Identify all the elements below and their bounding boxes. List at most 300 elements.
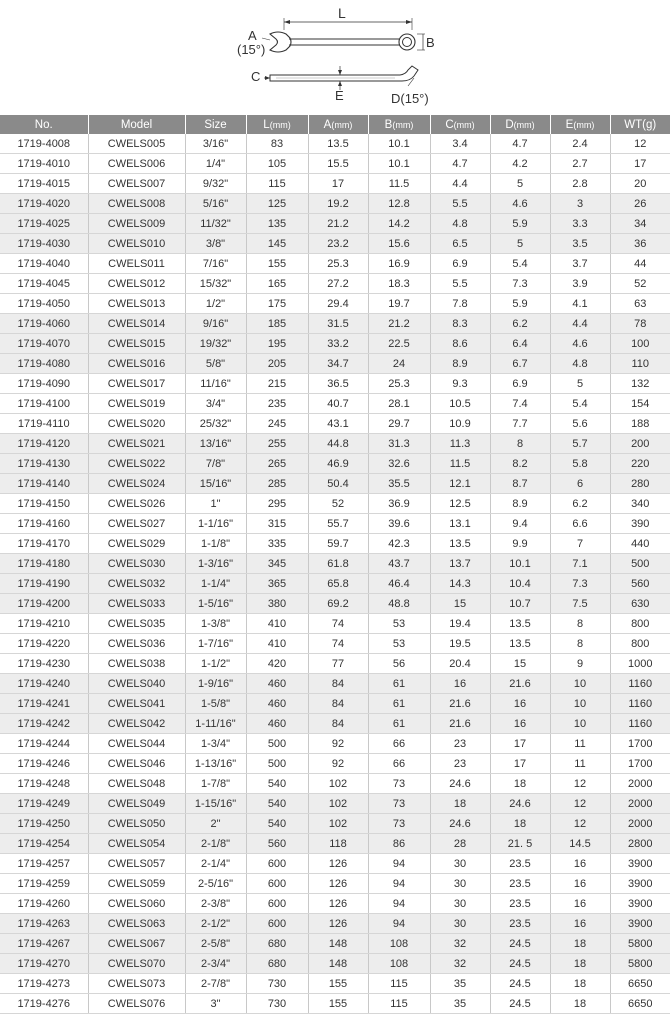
table-cell: 53 bbox=[368, 634, 430, 654]
table-cell: 335 bbox=[246, 534, 308, 554]
column-header-text: A bbox=[323, 118, 332, 131]
table-cell: 31.5 bbox=[308, 314, 368, 334]
table-cell: 126 bbox=[308, 874, 368, 894]
table-cell: 32 bbox=[430, 934, 490, 954]
table-cell: 600 bbox=[246, 854, 308, 874]
table-cell: 1-15/16" bbox=[185, 794, 246, 814]
table-cell: CWELS033 bbox=[88, 594, 185, 614]
table-cell: 61.8 bbox=[308, 554, 368, 574]
table-cell: 1719-4200 bbox=[0, 594, 88, 614]
table-cell: 8.9 bbox=[490, 494, 550, 514]
table-cell: 1-1/16" bbox=[185, 514, 246, 534]
table-cell: 540 bbox=[246, 774, 308, 794]
table-cell: 12 bbox=[610, 134, 670, 154]
table-cell: CWELS057 bbox=[88, 854, 185, 874]
table-row bbox=[0, 874, 670, 894]
table-cell: 410 bbox=[246, 634, 308, 654]
table-cell: 1700 bbox=[610, 754, 670, 774]
table-cell: CWELS014 bbox=[88, 314, 185, 334]
table-cell: 315 bbox=[246, 514, 308, 534]
table-cell: 16 bbox=[430, 674, 490, 694]
diagram-label-b: B bbox=[426, 35, 435, 50]
table-cell: 36.5 bbox=[308, 374, 368, 394]
table-cell: 5800 bbox=[610, 954, 670, 974]
diagram-label-e: E bbox=[335, 88, 344, 103]
table-cell: 7 bbox=[550, 534, 610, 554]
table-cell: 1719-4246 bbox=[0, 754, 88, 774]
table-row bbox=[0, 394, 670, 414]
table-cell: 118 bbox=[308, 834, 368, 854]
table-cell: CWELS017 bbox=[88, 374, 185, 394]
table-cell: 84 bbox=[308, 694, 368, 714]
table-row bbox=[0, 574, 670, 594]
table-cell: 2.7 bbox=[550, 154, 610, 174]
table-cell: 11/32" bbox=[185, 214, 246, 234]
table-row bbox=[0, 234, 670, 254]
table-cell: 18 bbox=[490, 774, 550, 794]
table-cell: 12 bbox=[550, 794, 610, 814]
table-cell: 1-3/4" bbox=[185, 734, 246, 754]
table-cell: 600 bbox=[246, 874, 308, 894]
table-cell: 52 bbox=[308, 494, 368, 514]
table-cell: 5/16" bbox=[185, 194, 246, 214]
table-row bbox=[0, 494, 670, 514]
table-cell: 4.7 bbox=[430, 154, 490, 174]
table-cell: 1719-4254 bbox=[0, 834, 88, 854]
table-cell: 5.4 bbox=[490, 254, 550, 274]
table-cell: 255 bbox=[246, 434, 308, 454]
table-cell: 19/32" bbox=[185, 334, 246, 354]
table-cell: 16 bbox=[550, 854, 610, 874]
column-header-text: Model bbox=[120, 118, 153, 131]
table-cell: 73 bbox=[368, 774, 430, 794]
table-cell: 3900 bbox=[610, 894, 670, 914]
table-cell: 10.9 bbox=[430, 414, 490, 434]
table-cell: 680 bbox=[246, 954, 308, 974]
table-cell: 1/4" bbox=[185, 154, 246, 174]
table-cell: 23.5 bbox=[490, 894, 550, 914]
wrench-diagram bbox=[0, 0, 670, 115]
table-cell: 20 bbox=[610, 174, 670, 194]
table-row bbox=[0, 434, 670, 454]
table-row bbox=[0, 774, 670, 794]
table-cell: 94 bbox=[368, 874, 430, 894]
table-cell: CWELS076 bbox=[88, 994, 185, 1014]
table-cell: 2000 bbox=[610, 814, 670, 834]
table-cell: 2-1/2" bbox=[185, 914, 246, 934]
table-cell: 200 bbox=[610, 434, 670, 454]
table-cell: 440 bbox=[610, 534, 670, 554]
table-cell: 34 bbox=[610, 214, 670, 234]
table-cell: 2-3/4" bbox=[185, 954, 246, 974]
table-row bbox=[0, 474, 670, 494]
table-cell: 21. 5 bbox=[490, 834, 550, 854]
table-cell: 8.7 bbox=[490, 474, 550, 494]
table-cell: 13.5 bbox=[430, 534, 490, 554]
table-cell: 7.7 bbox=[490, 414, 550, 434]
diagram-label-c: C bbox=[251, 69, 261, 84]
table-cell: 11.3 bbox=[430, 434, 490, 454]
table-cell: 16.9 bbox=[368, 254, 430, 274]
table-cell: 28.1 bbox=[368, 394, 430, 414]
table-cell: 56 bbox=[368, 654, 430, 674]
table-cell: 94 bbox=[368, 914, 430, 934]
table-cell: 3900 bbox=[610, 914, 670, 934]
table-cell: 2" bbox=[185, 814, 246, 834]
table-cell: 560 bbox=[246, 834, 308, 854]
table-cell: 7.8 bbox=[430, 294, 490, 314]
table-cell: CWELS016 bbox=[88, 354, 185, 374]
table-cell: 10 bbox=[550, 674, 610, 694]
table-cell: 16 bbox=[490, 714, 550, 734]
table-cell: 102 bbox=[308, 814, 368, 834]
table-cell: 1719-4020 bbox=[0, 194, 88, 214]
table-cell: 23.2 bbox=[308, 234, 368, 254]
table-cell: 18.3 bbox=[368, 274, 430, 294]
table-cell: 13.5 bbox=[308, 134, 368, 154]
table-cell: 20.4 bbox=[430, 654, 490, 674]
table-cell: 63 bbox=[610, 294, 670, 314]
table-cell: 680 bbox=[246, 934, 308, 954]
table-cell: 18 bbox=[550, 954, 610, 974]
table-cell: 8.2 bbox=[490, 454, 550, 474]
table-row bbox=[0, 974, 670, 994]
table-row bbox=[0, 674, 670, 694]
table-cell: CWELS073 bbox=[88, 974, 185, 994]
table-cell: 13/16" bbox=[185, 434, 246, 454]
table-cell: 94 bbox=[368, 854, 430, 874]
column-header-text: WT(g) bbox=[624, 118, 657, 131]
table-row bbox=[0, 374, 670, 394]
table-cell: 10 bbox=[550, 714, 610, 734]
table-cell: 2-5/8" bbox=[185, 934, 246, 954]
table-cell: 205 bbox=[246, 354, 308, 374]
table-row bbox=[0, 834, 670, 854]
column-header-unit: (mm) bbox=[331, 119, 353, 130]
table-cell: 1719-4140 bbox=[0, 474, 88, 494]
table-cell: 16 bbox=[490, 694, 550, 714]
table-cell: 2-1/4" bbox=[185, 854, 246, 874]
table-cell: CWELS027 bbox=[88, 514, 185, 534]
table-cell: CWELS005 bbox=[88, 134, 185, 154]
table-cell: 1719-4270 bbox=[0, 954, 88, 974]
table-cell: 3.5 bbox=[550, 234, 610, 254]
column-header bbox=[246, 115, 308, 134]
table-cell: 9.3 bbox=[430, 374, 490, 394]
table-cell: 21.6 bbox=[490, 674, 550, 694]
table-cell: 7.3 bbox=[550, 574, 610, 594]
table-cell: CWELS041 bbox=[88, 694, 185, 714]
table-cell: 7.3 bbox=[490, 274, 550, 294]
table-cell: 1719-4080 bbox=[0, 354, 88, 374]
table-cell: 8.9 bbox=[430, 354, 490, 374]
table-cell: CWELS060 bbox=[88, 894, 185, 914]
table-cell: 6 bbox=[550, 474, 610, 494]
table-cell: 35 bbox=[430, 994, 490, 1014]
table-cell: 3 bbox=[550, 194, 610, 214]
table-cell: 126 bbox=[308, 894, 368, 914]
table-cell: 44 bbox=[610, 254, 670, 274]
table-cell: 59.7 bbox=[308, 534, 368, 554]
table-cell: 19.2 bbox=[308, 194, 368, 214]
table-cell: 500 bbox=[246, 754, 308, 774]
table-row bbox=[0, 154, 670, 174]
column-header bbox=[0, 115, 88, 134]
table-cell: 10.1 bbox=[368, 134, 430, 154]
table-cell: 24.5 bbox=[490, 994, 550, 1014]
table-cell: 9.4 bbox=[490, 514, 550, 534]
table-cell: 12.8 bbox=[368, 194, 430, 214]
table-cell: CWELS050 bbox=[88, 814, 185, 834]
table-cell: 6650 bbox=[610, 994, 670, 1014]
table-cell: 1719-4276 bbox=[0, 994, 88, 1014]
column-header-text: B bbox=[384, 118, 393, 131]
table-cell: 1000 bbox=[610, 654, 670, 674]
table-cell: 1-1/2" bbox=[185, 654, 246, 674]
table-cell: 42.3 bbox=[368, 534, 430, 554]
table-cell: 1-11/16" bbox=[185, 714, 246, 734]
table-cell: CWELS049 bbox=[88, 794, 185, 814]
table-cell: 1719-4070 bbox=[0, 334, 88, 354]
table-cell: CWELS038 bbox=[88, 654, 185, 674]
table-cell: 1719-4230 bbox=[0, 654, 88, 674]
table-cell: CWELS035 bbox=[88, 614, 185, 634]
column-header-text: L bbox=[263, 118, 270, 131]
table-row bbox=[0, 334, 670, 354]
table-cell: 18 bbox=[430, 794, 490, 814]
table-cell: 15 bbox=[490, 654, 550, 674]
table-cell: 10.1 bbox=[490, 554, 550, 574]
table-cell: 5 bbox=[490, 234, 550, 254]
table-cell: 125 bbox=[246, 194, 308, 214]
table-cell: CWELS046 bbox=[88, 754, 185, 774]
table-cell: 23.5 bbox=[490, 874, 550, 894]
table-cell: 50.4 bbox=[308, 474, 368, 494]
table-cell: 2-5/16" bbox=[185, 874, 246, 894]
table-row bbox=[0, 794, 670, 814]
diagram-label-d: D(15°) bbox=[391, 91, 429, 106]
table-cell: 24.6 bbox=[490, 794, 550, 814]
table-cell: 5.6 bbox=[550, 414, 610, 434]
table-cell: 4.4 bbox=[430, 174, 490, 194]
table-cell: 1719-4015 bbox=[0, 174, 88, 194]
table-row bbox=[0, 914, 670, 934]
table-cell: CWELS024 bbox=[88, 474, 185, 494]
table-cell: 1719-4250 bbox=[0, 814, 88, 834]
table-cell: 13.5 bbox=[490, 634, 550, 654]
table-cell: 110 bbox=[610, 354, 670, 374]
table-cell: 3.7 bbox=[550, 254, 610, 274]
table-cell: 460 bbox=[246, 674, 308, 694]
table-row bbox=[0, 254, 670, 274]
table-cell: 365 bbox=[246, 574, 308, 594]
table-cell: 23.5 bbox=[490, 854, 550, 874]
table-cell: 1719-4259 bbox=[0, 874, 88, 894]
table-cell: 36.9 bbox=[368, 494, 430, 514]
table-cell: CWELS015 bbox=[88, 334, 185, 354]
table-cell: 3900 bbox=[610, 854, 670, 874]
table-cell: 410 bbox=[246, 614, 308, 634]
column-header bbox=[490, 115, 550, 134]
table-cell: 1719-4100 bbox=[0, 394, 88, 414]
table-cell: 8 bbox=[490, 434, 550, 454]
header-row bbox=[0, 115, 670, 134]
table-cell: 600 bbox=[246, 894, 308, 914]
table-cell: CWELS054 bbox=[88, 834, 185, 854]
table-cell: 5/8" bbox=[185, 354, 246, 374]
table-cell: 1719-4240 bbox=[0, 674, 88, 694]
table-cell: 1719-4060 bbox=[0, 314, 88, 334]
table-cell: 18 bbox=[550, 934, 610, 954]
table-cell: 43.1 bbox=[308, 414, 368, 434]
table-cell: 2.8 bbox=[550, 174, 610, 194]
table-cell: 5.9 bbox=[490, 294, 550, 314]
table-cell: 46.4 bbox=[368, 574, 430, 594]
table-row bbox=[0, 714, 670, 734]
table-cell: 74 bbox=[308, 634, 368, 654]
table-row bbox=[0, 954, 670, 974]
column-header-unit: (mm) bbox=[392, 119, 414, 130]
table-cell: 61 bbox=[368, 694, 430, 714]
table-cell: 48.8 bbox=[368, 594, 430, 614]
column-header-unit: (mm) bbox=[453, 119, 475, 130]
table-cell: 3.3 bbox=[550, 214, 610, 234]
table-cell: 460 bbox=[246, 694, 308, 714]
table-cell: 5 bbox=[550, 374, 610, 394]
table-cell: 1719-4120 bbox=[0, 434, 88, 454]
table-cell: 115 bbox=[368, 974, 430, 994]
table-cell: 73 bbox=[368, 794, 430, 814]
table-cell: 154 bbox=[610, 394, 670, 414]
table-cell: 18 bbox=[550, 994, 610, 1014]
table-cell: 3/4" bbox=[185, 394, 246, 414]
column-header-unit: (mm) bbox=[513, 119, 535, 130]
table-cell: 84 bbox=[308, 714, 368, 734]
table-cell: 43.7 bbox=[368, 554, 430, 574]
table-cell: 46.9 bbox=[308, 454, 368, 474]
table-cell: 9 bbox=[550, 654, 610, 674]
table-cell: CWELS030 bbox=[88, 554, 185, 574]
table-cell: 148 bbox=[308, 954, 368, 974]
table-cell: CWELS044 bbox=[88, 734, 185, 754]
table-cell: 1719-4249 bbox=[0, 794, 88, 814]
table-cell: 108 bbox=[368, 934, 430, 954]
table-row bbox=[0, 594, 670, 614]
table-cell: 800 bbox=[610, 634, 670, 654]
table-cell: 155 bbox=[308, 994, 368, 1014]
table-cell: 7.4 bbox=[490, 394, 550, 414]
table-cell: 3/8" bbox=[185, 234, 246, 254]
table-cell: 6.7 bbox=[490, 354, 550, 374]
table-cell: 61 bbox=[368, 714, 430, 734]
table-cell: 13.1 bbox=[430, 514, 490, 534]
table-cell: 4.2 bbox=[490, 154, 550, 174]
table-row bbox=[0, 894, 670, 914]
table-row bbox=[0, 414, 670, 434]
table-cell: 6.2 bbox=[550, 494, 610, 514]
table-cell: 500 bbox=[246, 734, 308, 754]
table-cell: 6.6 bbox=[550, 514, 610, 534]
table-cell: 28 bbox=[430, 834, 490, 854]
table-cell: 25.3 bbox=[308, 254, 368, 274]
table-cell: 78 bbox=[610, 314, 670, 334]
table-cell: CWELS021 bbox=[88, 434, 185, 454]
table-cell: 630 bbox=[610, 594, 670, 614]
table-row bbox=[0, 454, 670, 474]
table-cell: 24.5 bbox=[490, 954, 550, 974]
table-cell: 1719-4242 bbox=[0, 714, 88, 734]
table-cell: 94 bbox=[368, 894, 430, 914]
table-cell: 10.7 bbox=[490, 594, 550, 614]
table-cell: 17 bbox=[610, 154, 670, 174]
table-cell: 4.6 bbox=[550, 334, 610, 354]
table-cell: 380 bbox=[246, 594, 308, 614]
table-cell: CWELS032 bbox=[88, 574, 185, 594]
table-row bbox=[0, 754, 670, 774]
table-cell: 10.5 bbox=[430, 394, 490, 414]
table-cell: 280 bbox=[610, 474, 670, 494]
table-cell: 800 bbox=[610, 614, 670, 634]
table-cell: 2800 bbox=[610, 834, 670, 854]
table-cell: 21.6 bbox=[430, 694, 490, 714]
table-cell: 3/16" bbox=[185, 134, 246, 154]
table-cell: 135 bbox=[246, 214, 308, 234]
table-cell: 44.8 bbox=[308, 434, 368, 454]
table-cell: 7.1 bbox=[550, 554, 610, 574]
table-row bbox=[0, 514, 670, 534]
table-cell: 24.5 bbox=[490, 934, 550, 954]
table-cell: 1-1/4" bbox=[185, 574, 246, 594]
table-row bbox=[0, 634, 670, 654]
table-cell: 66 bbox=[368, 734, 430, 754]
table-cell: 4.8 bbox=[550, 354, 610, 374]
column-header-text: D bbox=[505, 118, 514, 131]
table-cell: 17 bbox=[490, 754, 550, 774]
table-cell: 14.3 bbox=[430, 574, 490, 594]
table-row bbox=[0, 314, 670, 334]
table-row bbox=[0, 294, 670, 314]
table-cell: 30 bbox=[430, 854, 490, 874]
table-cell: 1719-4130 bbox=[0, 454, 88, 474]
table-cell: 108 bbox=[368, 954, 430, 974]
table-cell: 3900 bbox=[610, 874, 670, 894]
table-cell: 14.5 bbox=[550, 834, 610, 854]
table-cell: 4.7 bbox=[490, 134, 550, 154]
table-cell: 26 bbox=[610, 194, 670, 214]
table-cell: CWELS070 bbox=[88, 954, 185, 974]
table-cell: 5.4 bbox=[550, 394, 610, 414]
column-header bbox=[610, 115, 670, 134]
table-cell: 23 bbox=[430, 754, 490, 774]
table-cell: 1719-4260 bbox=[0, 894, 88, 914]
table-row bbox=[0, 694, 670, 714]
table-cell: 6.4 bbox=[490, 334, 550, 354]
table-row bbox=[0, 734, 670, 754]
diagram-label-l: L bbox=[338, 5, 346, 21]
table-cell: 10.4 bbox=[490, 574, 550, 594]
table-cell: 24 bbox=[368, 354, 430, 374]
table-row bbox=[0, 534, 670, 554]
table-cell: 12.1 bbox=[430, 474, 490, 494]
table-cell: 1-7/8" bbox=[185, 774, 246, 794]
table-cell: 215 bbox=[246, 374, 308, 394]
table-cell: 12 bbox=[550, 774, 610, 794]
table-cell: 15 bbox=[430, 594, 490, 614]
table-cell: 1719-4040 bbox=[0, 254, 88, 274]
table-cell: CWELS019 bbox=[88, 394, 185, 414]
table-cell: 1-5/8" bbox=[185, 694, 246, 714]
table-cell: 1160 bbox=[610, 694, 670, 714]
